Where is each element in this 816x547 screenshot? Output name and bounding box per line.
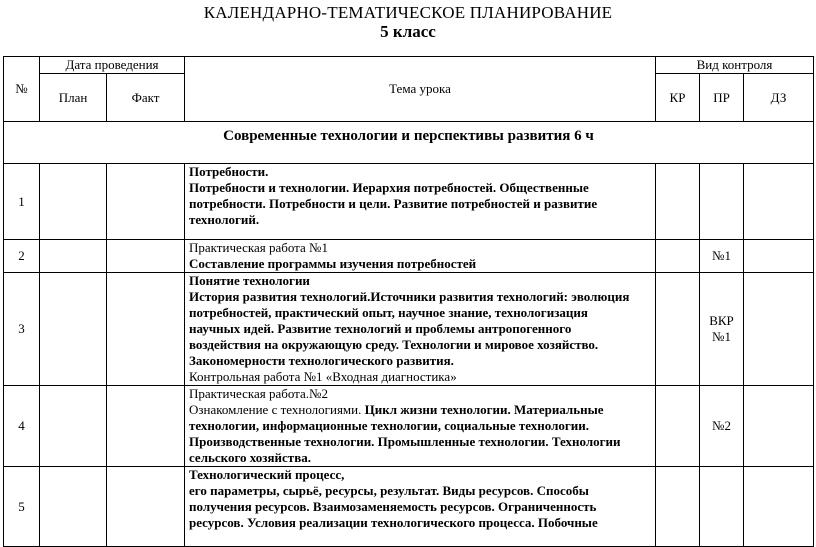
row-pr: ВКР №1 <box>700 273 744 386</box>
row-fact-date <box>107 273 185 386</box>
topic-line: получения ресурсов. Взаимозаменяемость ресурсов. Ограниченность <box>189 499 597 514</box>
header-topic: Тема урока <box>185 57 656 122</box>
row-plan-date <box>40 386 107 467</box>
topic-line: Потребности и технологии. Иерархия потребностей. Общественные <box>189 180 589 195</box>
row-dz <box>744 164 814 240</box>
row-kr <box>656 467 700 547</box>
table-row <box>4 467 814 547</box>
row-dz <box>744 240 814 273</box>
row-dz <box>744 273 814 386</box>
header-fact: Факт <box>107 74 185 122</box>
topic-line: История развития технологий.Источники развития технологий: эволюция <box>189 289 630 304</box>
topic-line: Контрольная работа №1 «Входная диагностика» <box>189 369 457 384</box>
topic-line: Ознакомление с технологиями. Цикл жизни технологии. Материальные <box>189 402 604 417</box>
topic-line: технологий. <box>189 212 260 227</box>
row-pr <box>700 164 744 240</box>
header-pr: ПР <box>700 74 744 122</box>
row-number: 1 <box>4 164 40 240</box>
topic-line: Практическая работа №1 <box>189 240 328 255</box>
topic-line: ресурсов. Условия реализации технологического процесса. Побочные <box>189 515 598 530</box>
table-row <box>4 273 814 386</box>
topic-line: Понятие технологии <box>189 273 310 288</box>
page-subtitle: 5 класс <box>380 22 436 41</box>
table-row <box>4 240 814 273</box>
topic-line: Технологический процесс, <box>189 467 345 482</box>
topic-line: потребности. Потребности и цели. Развитие потребностей и развитие <box>189 196 598 211</box>
topic-line: Производственные технологии. Промышленные технологии. Технологии <box>189 434 621 449</box>
row-number: 5 <box>4 467 40 547</box>
topic-line: Практическая работа.№2 <box>189 386 328 401</box>
row-fact-date <box>107 386 185 467</box>
topic-line: научных идей. Развитие технологий и проблемы антропогенного <box>189 321 572 336</box>
row-fact-date <box>107 164 185 240</box>
row-topic <box>185 386 656 467</box>
row-fact-date <box>107 467 185 547</box>
row-kr <box>656 240 700 273</box>
row-pr: №1 <box>700 240 744 273</box>
row-fact-date <box>107 240 185 273</box>
header-control-group: Вид контроля <box>656 57 814 74</box>
row-topic <box>185 240 656 273</box>
topic-line: Закономерности технологического развития. <box>189 353 454 368</box>
row-dz <box>744 386 814 467</box>
topic-line: Потребности. <box>189 164 269 179</box>
row-pr: №2 <box>700 386 744 467</box>
row-topic <box>185 467 656 547</box>
page-title: КАЛЕНДАРНО-ТЕМАТИЧЕСКОЕ ПЛАНИРОВАНИЕ <box>203 3 613 22</box>
row-kr <box>656 164 700 240</box>
row-kr <box>656 273 700 386</box>
row-dz <box>744 467 814 547</box>
header-num: № <box>4 57 40 122</box>
row-number: 3 <box>4 273 40 386</box>
row-plan-date <box>40 240 107 273</box>
header-plan: План <box>40 74 107 122</box>
row-kr <box>656 386 700 467</box>
topic-line: Составление программы изучения потребностей <box>189 256 477 271</box>
plan-table <box>3 56 814 547</box>
row-plan-date <box>40 164 107 240</box>
row-topic <box>185 164 656 240</box>
header-kr: КР <box>656 74 700 122</box>
row-number: 4 <box>4 386 40 467</box>
topic-line: сельского хозяйства. <box>189 450 311 465</box>
row-plan-date <box>40 467 107 547</box>
row-plan-date <box>40 273 107 386</box>
row-number: 2 <box>4 240 40 273</box>
row-topic <box>185 273 656 386</box>
row-pr <box>700 467 744 547</box>
table-row <box>4 386 814 467</box>
table-row <box>4 164 814 240</box>
topic-line: его параметры, сырьё, ресурсы, результат. Виды ресурсов. Способы <box>189 483 589 498</box>
header-dz: ДЗ <box>744 74 814 122</box>
topic-line: технологии, информационные технологии, социальные технологии. <box>189 418 590 433</box>
section-title: Современные технологии и перспективы развития 6 ч <box>4 122 814 164</box>
topic-line: воздействия на окружающую среду. Технологии и мировое хозяйство. <box>189 337 599 352</box>
topic-line: потребностей, практический опыт, научное знание, технологизация <box>189 305 588 320</box>
header-date-group: Дата проведения <box>40 57 185 74</box>
